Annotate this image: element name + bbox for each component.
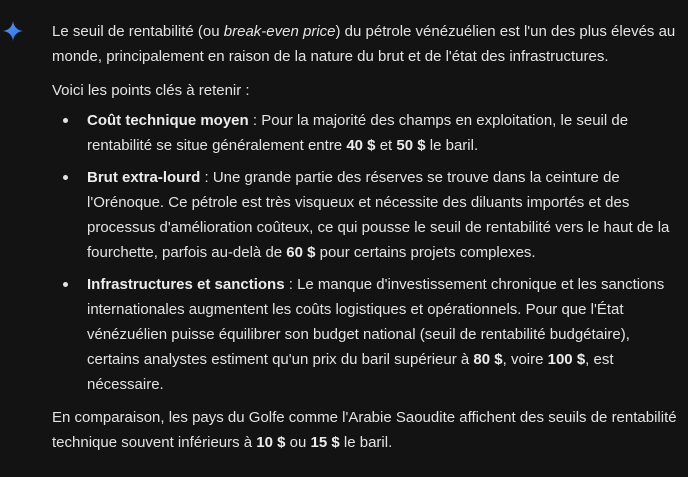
intro-italic-term: break-even price — [223, 23, 336, 40]
bullet-dot — [63, 175, 68, 180]
conclusion-paragraph: En comparaison, les pays du Golfe comme l'Arabie Saoudite affichent des seuils de rentabilité technique souvent inférieurs à 10 $ ou 15 $ le baril. — [52, 409, 677, 451]
response-message — [52, 19, 682, 455]
lead-paragraph: Voici les points clés à retenir : — [52, 82, 250, 99]
bullet-dot — [63, 282, 68, 287]
list-item: Brut extra-lourd : Une grande partie des réserves se trouve dans la ceinture de l'Orénoque. Ce pétrole est très visqueux et nécessite des diluants importés et des processus d'amélioration coûteux, ce qui pousse le seuil de rentabilité vers le haut de la fourchette, parfois au-delà de 60 $ pour certains projets complexes. — [52, 165, 682, 265]
intro-paragraph: Le seuil de rentabilité (ou break-even price) du pétrole vénézuélien est l'un des plus élevés au monde, principalement en raison de la nature du brut et de l'état des infrastructures. — [52, 23, 676, 65]
point-title: Brut extra-lourd — [87, 169, 201, 186]
list-item: Coût technique moyen : Pour la majorité des champs en exploitation, le seuil de rentabilité se situe généralement entre 40 $ et 50 $ le baril. — [52, 108, 682, 158]
point-title: Infrastructures et sanctions — [87, 276, 285, 293]
point-title: Coût technique moyen — [87, 112, 249, 129]
gemini-spark-icon — [2, 20, 24, 42]
bullet-dot — [63, 118, 68, 123]
key-points-list — [52, 108, 682, 397]
list-item: Infrastructures et sanctions : Le manque d'investissement chronique et les sanctions internationales augmentent les coûts logistiques et opérationnels. Pour que l'État vénézuélien puisse équilibrer son budget national (seuil de rentabilité budgétaire), certains analystes estiment qu'un prix du baril supérieur à 80 $, voire 100 $, est nécessaire. — [52, 272, 682, 397]
